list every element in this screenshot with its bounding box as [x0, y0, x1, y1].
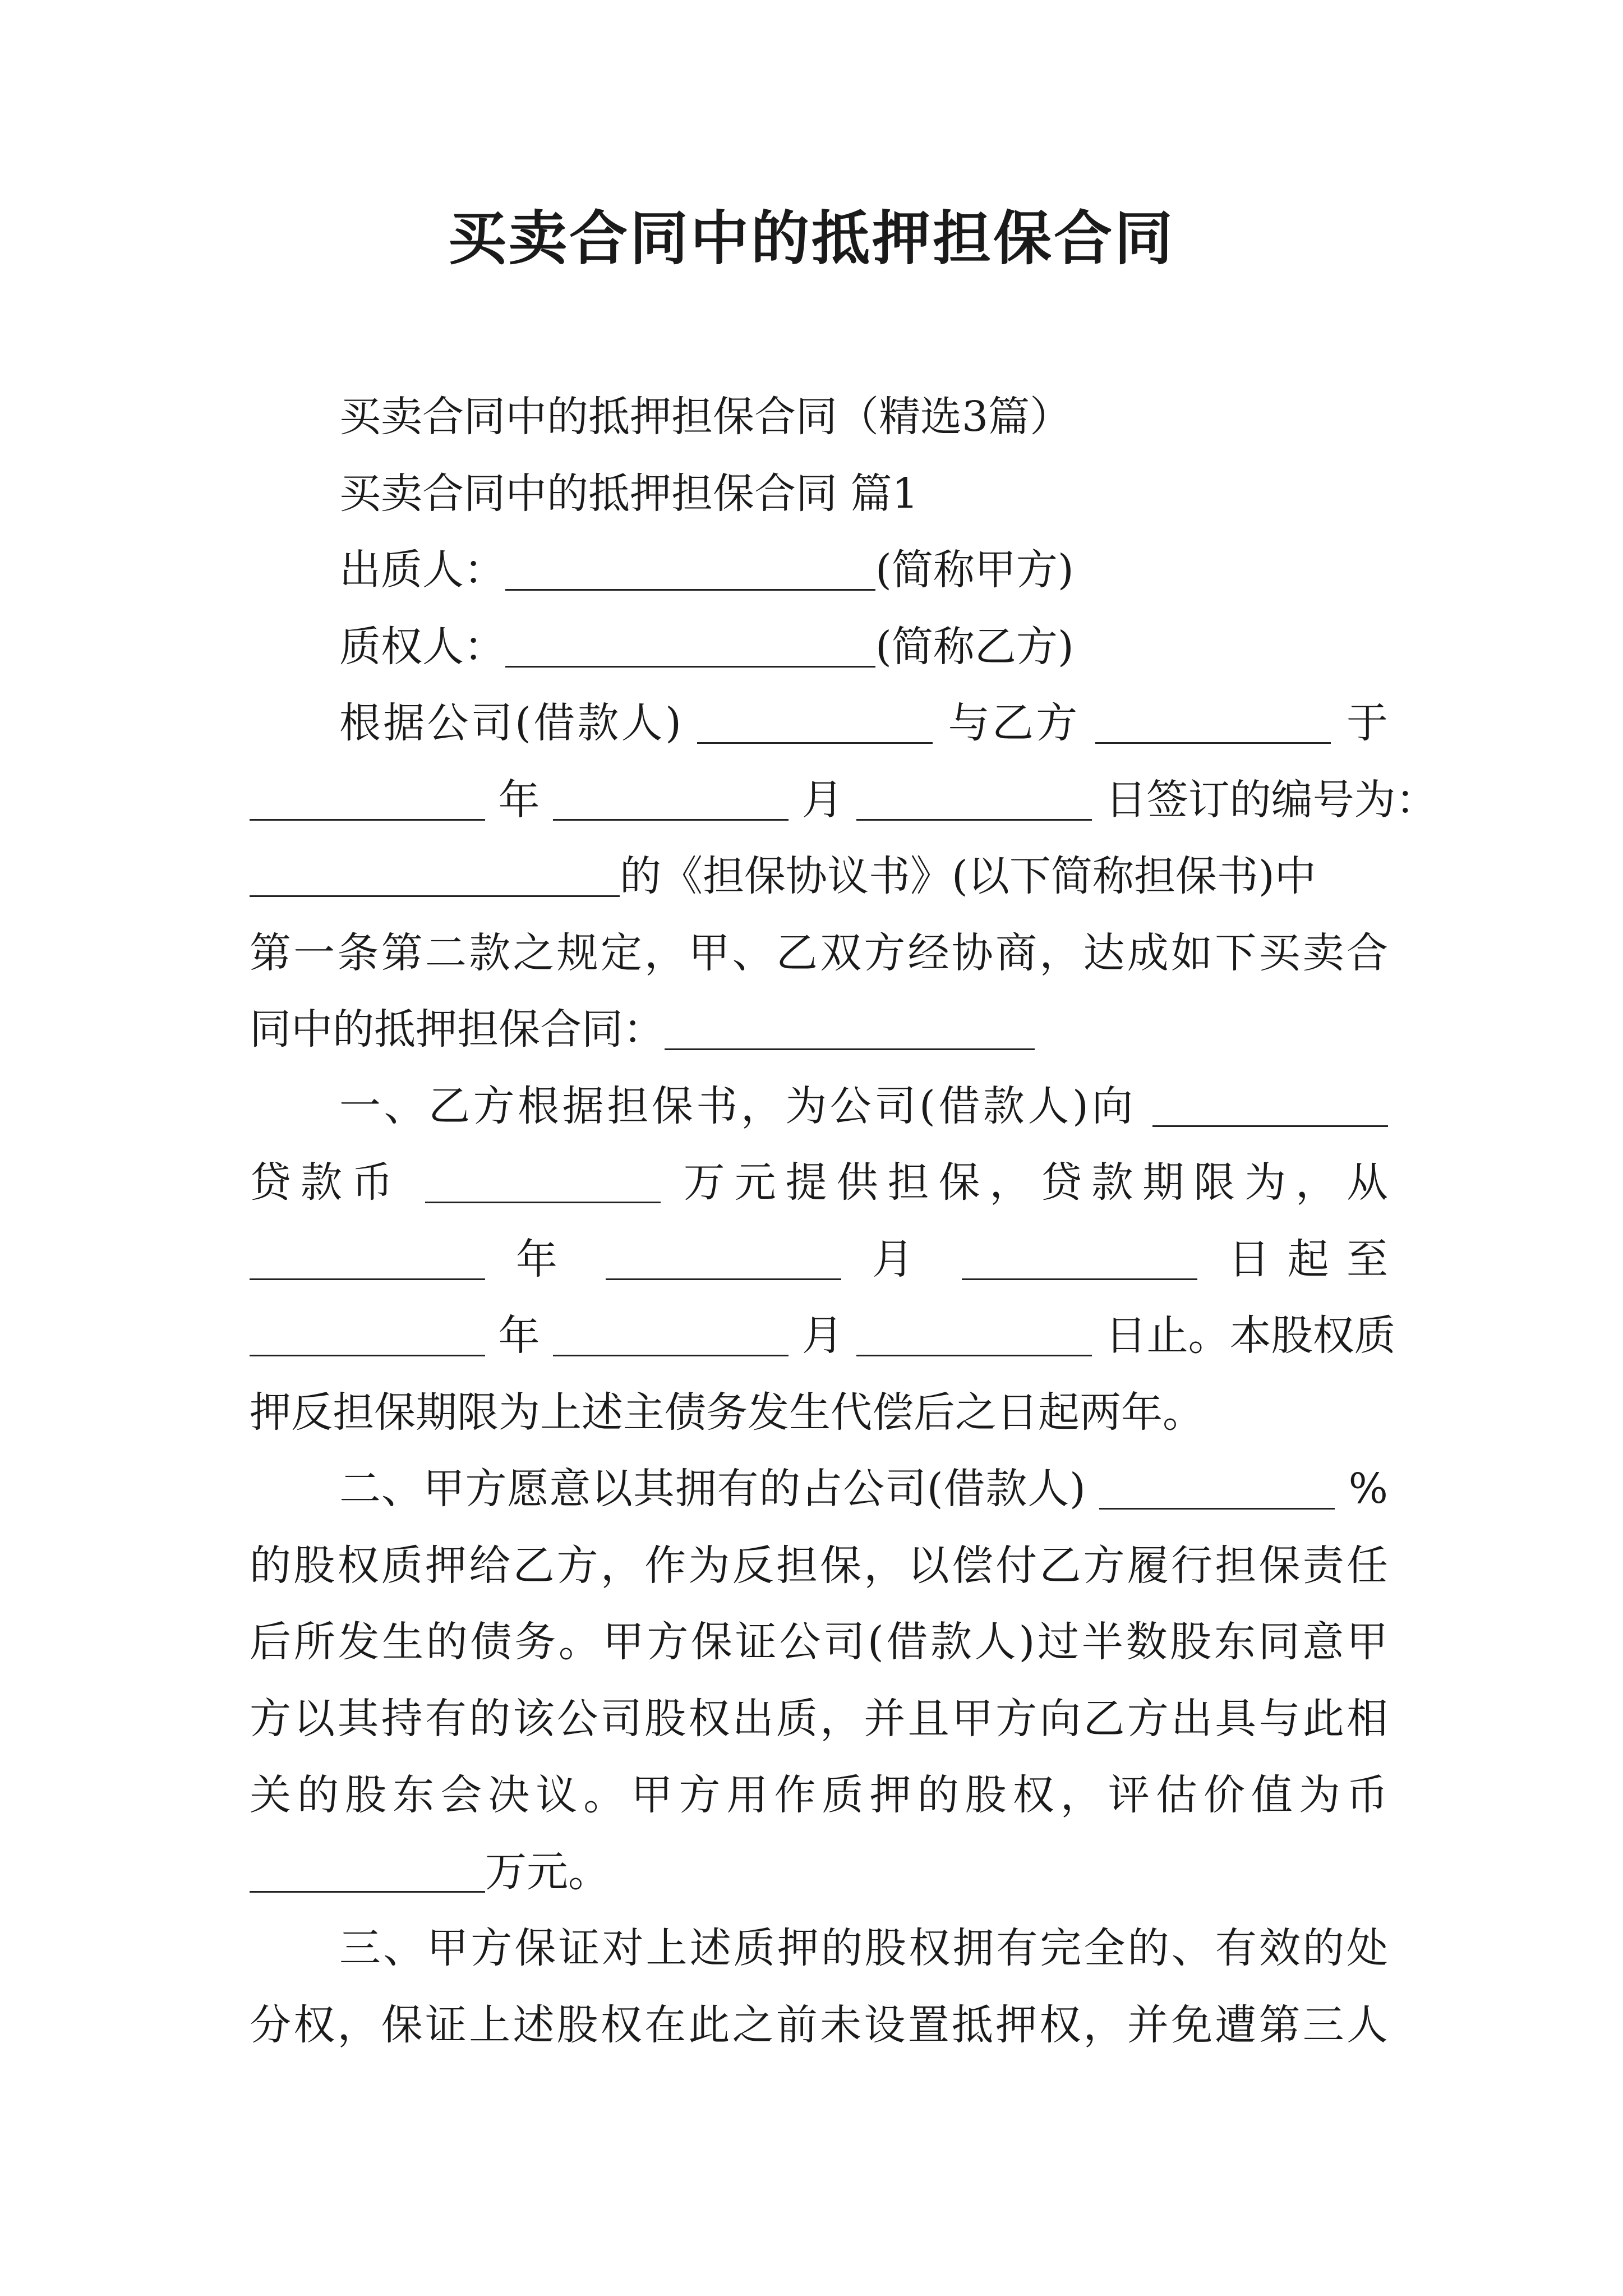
intro-text: 月	[801, 775, 843, 824]
clause1-line-1	[250, 1068, 1388, 1145]
section-heading: 买卖合同中的抵押担保合同 篇1	[339, 469, 919, 518]
intro-line-3	[250, 838, 1388, 915]
pledgee-blank	[505, 627, 875, 668]
intro-blank-borrower	[697, 703, 933, 744]
clause1-blank-end-year	[250, 1315, 485, 1356]
clause2-text: %	[1348, 1465, 1388, 1513]
document-body	[250, 379, 1437, 2063]
pledgor-blank	[505, 550, 875, 591]
pledgor-line	[250, 532, 1388, 609]
intro-blank-day	[856, 780, 1092, 821]
intro-line-2	[250, 762, 1437, 839]
intro-line-4: 第一条第二款之规定，甲、乙双方经协商，达成如下买卖合	[250, 928, 1388, 977]
clause2-text: 二、甲方愿意以其拥有的占公司(借款人)	[339, 1465, 1086, 1513]
clause1-text: 贷款币	[250, 1158, 403, 1207]
clause1-line-5: 押反担保期限为上述主债务发生代偿后之日起两年。	[250, 1388, 1204, 1437]
intro-text: 于	[1347, 699, 1389, 747]
clause1-blank-start-month	[606, 1239, 841, 1280]
pledgee-line	[250, 609, 1388, 685]
clause3-line-2: 分权，保证上述股权在此之前未设置抵押权，并免遭第三人	[250, 2000, 1388, 2049]
pledgee-suffix: (简称乙方)	[875, 622, 1074, 671]
clause2-line-6	[250, 1834, 1388, 1911]
clause1-blank-amount	[425, 1162, 661, 1203]
clause1-text: 年	[515, 1235, 575, 1283]
clause2-line-3: 后所发生的债务。甲方保证公司(借款人)过半数股东同意甲	[250, 1618, 1388, 1666]
clause1-line-4	[250, 1297, 1396, 1374]
pledgor-label: 出质人：	[339, 546, 505, 594]
clause1-text: 一、乙方根据担保书，为公司(借款人)向	[339, 1082, 1136, 1130]
pledgee-label: 质权人：	[339, 622, 505, 671]
pledgor-suffix: (简称甲方)	[875, 546, 1074, 594]
intro-blank-party	[1095, 703, 1331, 744]
clause2-blank-value	[250, 1852, 485, 1893]
intro-text: 根据公司(借款人)	[339, 699, 681, 747]
intro-blank-tail	[665, 1009, 1035, 1050]
clause1-text: 日止。本股权质	[1105, 1312, 1396, 1360]
intro-blank-year	[250, 780, 485, 821]
clause1-line-2	[250, 1144, 1388, 1221]
clause2-line-1	[250, 1451, 1388, 1527]
intro-blank-month	[553, 780, 789, 821]
intro-text: 年	[498, 775, 540, 824]
clause1-blank-start-year	[250, 1239, 485, 1280]
clause1-blank-start-day	[962, 1239, 1197, 1280]
subtitle: 买卖合同中的抵押担保合同（精选3篇）	[339, 393, 1072, 441]
clause1-blank-end-month	[553, 1315, 789, 1356]
intro-blank-number	[250, 856, 620, 897]
clause2-line-5: 关的股东会决议。甲方用作质押的股权，评估价值为币	[250, 1771, 1388, 1819]
clause2-line-2: 的股权质押给乙方，作为反担保，以偿付乙方履行担保责任	[250, 1541, 1388, 1590]
intro-line-5	[250, 991, 1388, 1068]
document-title: 买卖合同中的抵押担保合同	[448, 204, 1175, 273]
intro-text: 的《担保协议书》(以下简称担保书)中	[620, 852, 1316, 900]
clause2-text: 万元。	[485, 1847, 610, 1896]
clause1-text: 日起至	[1228, 1235, 1389, 1283]
clause1-blank-end-day	[856, 1315, 1092, 1356]
clause1-text: 月	[801, 1312, 843, 1360]
clause1-text: 万元提供担保，贷款期限为，从	[683, 1158, 1388, 1207]
intro-line-1	[250, 685, 1388, 762]
clause2-blank-percent	[1099, 1469, 1335, 1510]
clause1-line-3	[250, 1221, 1388, 1298]
clause1-text: 月	[872, 1235, 932, 1283]
clause2-line-4: 方以其持有的该公司股权出质，并且甲方向乙方出具与此相	[250, 1694, 1388, 1743]
clause3-line-1: 三、甲方保证对上述质押的股权拥有完全的、有效的处	[339, 1924, 1388, 1972]
clause1-text: 年	[498, 1312, 540, 1360]
clause1-blank-lender	[1152, 1086, 1388, 1127]
intro-text: 同中的抵押担保合同：	[250, 1005, 665, 1053]
intro-text: 日签订的编号为：	[1105, 775, 1437, 824]
intro-text: 与乙方	[948, 699, 1080, 747]
